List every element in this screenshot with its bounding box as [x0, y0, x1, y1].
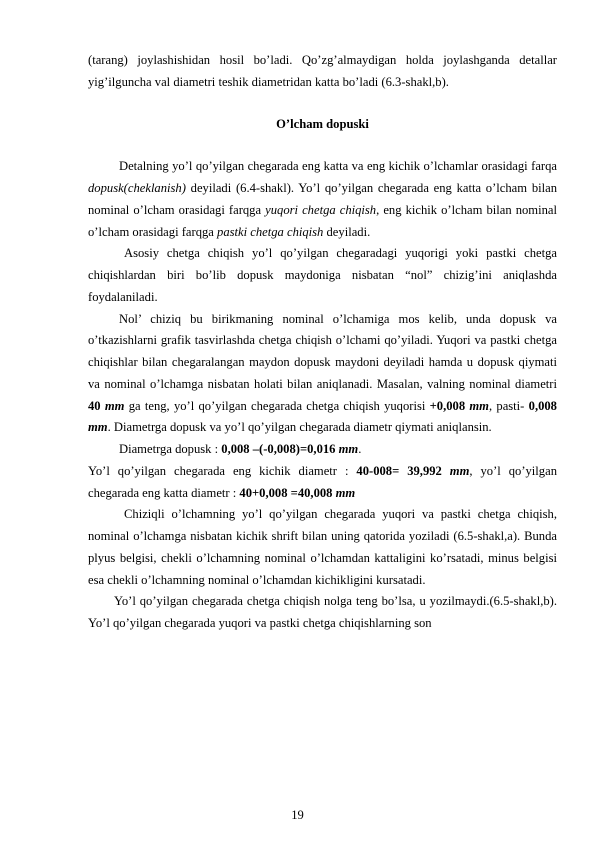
text-segment: Yo’l qo’yilgan chegarada eng kichik diametr : — [88, 463, 357, 478]
text-segment: , pasti- — [488, 398, 529, 413]
unit-mm: mm — [335, 485, 356, 500]
text-segment: deyiladi. — [323, 224, 371, 239]
value-upper-deviation: +0,008 — [429, 398, 466, 413]
paragraph-tolerance-formula — [88, 439, 557, 461]
text-segment: Diametrga dopusk : — [119, 442, 222, 456]
formula-max-diameter: 40+0,008 =40,008 — [239, 485, 333, 500]
unit-mm: mm — [88, 420, 108, 435]
text-segment: . — [358, 442, 362, 456]
section-heading: O’lcham dopuski — [276, 116, 369, 131]
text-segment: , yo’l qo’yilgan chegarada eng katta diametr : — [88, 463, 557, 500]
term-lower-deviation: pastki chetga chiqish — [217, 224, 324, 239]
value-nominal-diameter: 40 — [88, 398, 101, 413]
formula-min-diameter: 40-008= 39,992 — [356, 463, 442, 478]
paragraph-zero-line — [88, 309, 557, 440]
value-lower-deviation: 0,008 — [528, 398, 557, 413]
paragraph-tolerance-definition — [88, 156, 557, 243]
formula-tolerance: 0,008 –(-0,008)=0,016 — [221, 442, 336, 456]
unit-mm: mm — [449, 463, 470, 478]
text-segment: ga teng, yo’l qo’yilgan chegarada chetga chiqish yuqorisi — [124, 398, 430, 413]
term-dopusk: dopusk(cheklanish) — [88, 181, 186, 195]
unit-mm: mm — [104, 398, 125, 413]
unit-mm: mm — [338, 442, 359, 456]
paragraph-limit-diameters — [88, 461, 557, 505]
text-segment: . Diametrga dopusk va yo’l qo’yilgan chegarada diametr qiymati aniqlansin. — [107, 420, 492, 435]
text-segment: Nol’ chiziq bu birikmaning nominal o’lchamiga mos kelib, unda dopusk va o’tkazishlarni grafik tasvirlashda chetga chiqish o’lchami qo’yiladi. Yuqori va pastki chetga chiqishlar bilan chegaralangan maydon dopusk maydoni deyiladi hamda u dopusk qiymati va nominal o’lchamga nisbatan holati bilan aniqlanadi. Masalan, valning nominal diametri — [88, 311, 557, 391]
term-upper-deviation: yuqori chetga chiqish — [265, 202, 377, 217]
paragraph-zero-deviation: Yo’l qo’yilgan chegarada chetga chiqish nolga teng bo’lsa, u yozilmaydi.(6.5-shakl,b). Yo’l qo’yilgan chegarada yuqori va pastki chetga chiqishlarning son — [88, 594, 557, 630]
text-segment: , eng kichik o’lcham bilan nominal o’lcham orasidagi farqga — [88, 202, 557, 239]
text-segment: deyiladi (6.4-shakl). Yo’l qo’yilgan chegarada eng katta o’lcham bilan nominal o’lcham orasidagi farqga — [88, 181, 557, 217]
text-segment: Detalning yo’l qo’yilgan chegarada eng katta va eng kichik o’lchamlar orasidagi farqa — [119, 159, 557, 174]
unit-mm: mm — [469, 398, 489, 413]
page-number: 19 — [291, 808, 304, 822]
paragraph-main-deviation: Asosiy chetga chiqish yo’l qo’yilgan chegaradagi yuqorigi yoki pastki chetga chiqishlardan biri bo’lib dopusk maydoniga nisbatan “nol” chizig’ini aniqlashda foydalaniladi. — [88, 246, 557, 304]
intro-paragraph: (tarang) joylashishidan hosil bo’ladi. Qo’zg’almaydigan holda joylashganda detallar yig’ilguncha val diametri teshik diametridan katta bo’ladi (6.3-shakl,b). — [88, 53, 557, 89]
document-page — [88, 50, 557, 635]
paragraph-linear-dimension: Chiziqli o’lchamning yo’l qo’yilgan chegarada yuqori va pastki chetga chiqish, nominal o’lchamga nisbatan kichik shrift bilan uning qatorida yoziladi (6.5-shakl,a). Bunda plyus belgisi, chekli o’lchamning nominal o’lchamdan kattaligini ko’rsatadi, minus belgisi esa chekli o’lchamning nominal o’lchamdan kichikligini kursatadi. — [88, 507, 557, 587]
